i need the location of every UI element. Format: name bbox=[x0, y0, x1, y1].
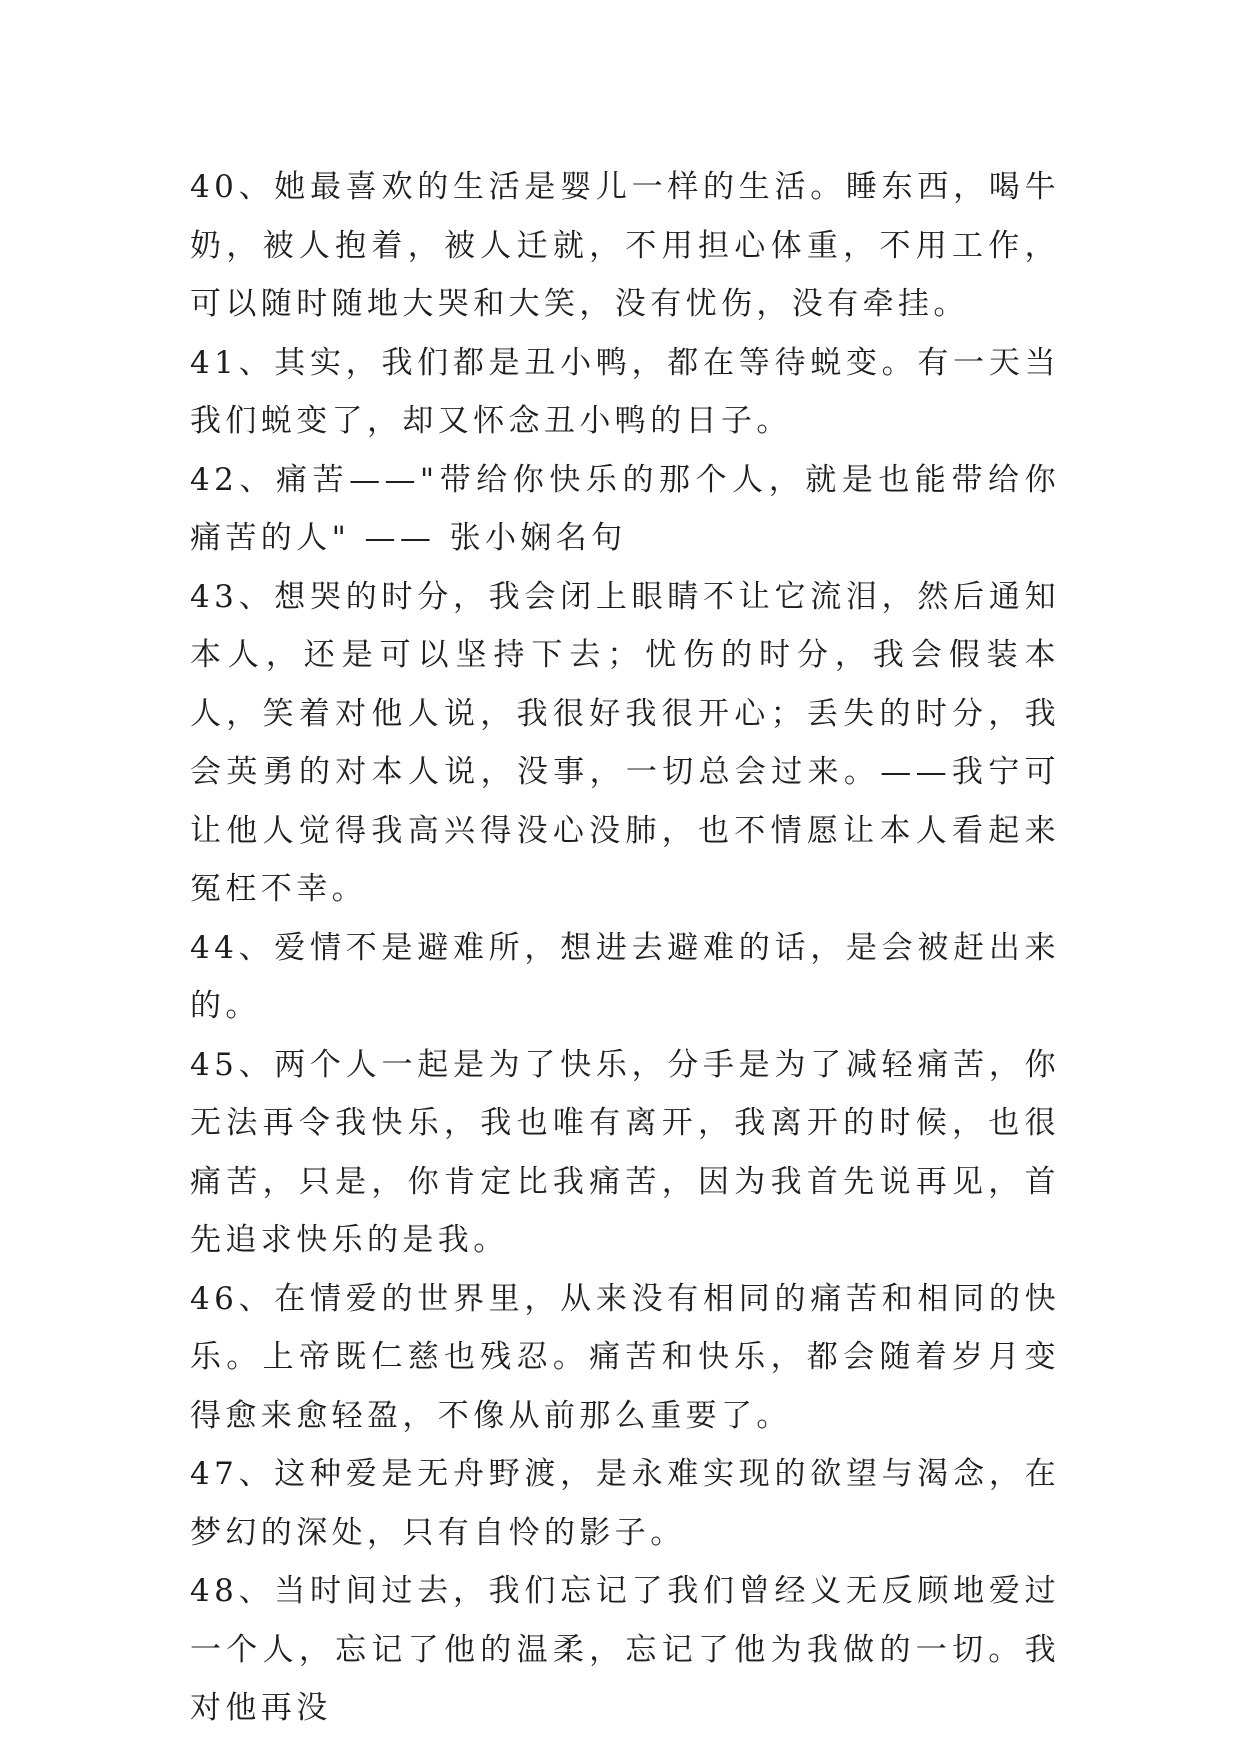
paragraph-43: 43、想哭的时分，我会闭上眼睛不让它流泪，然后通知本人，还是可以坚持下去；忧伤的时分，我会假装本人，笑着对他人说，我很好我很开心；丢失的时分，我会英勇的对本人说，没事，一切总会过来。——我宁可让他人觉得我高兴得没心没肺，也不情愿让本人看起来冤枉不幸。 bbox=[190, 578, 1060, 907]
paragraph-45: 45、两个人一起是为了快乐，分手是为了减轻痛苦，你无法再令我快乐，我也唯有离开，我离开的时候，也很痛苦，只是，你肯定比我痛苦，因为我首先说再见，首先追求快乐的是我。 bbox=[190, 1046, 1060, 1258]
paragraph-41: 41、其实，我们都是丑小鸭，都在等待蜕变。有一天当我们蜕变了，却又怀念丑小鸭的日子。 bbox=[190, 344, 1060, 439]
paragraph-48: 48、当时间过去，我们忘记了我们曾经义无反顾地爱过一个人，忘记了他的温柔，忘记了他为我做的一切。我对他再没 bbox=[190, 1573, 1060, 1726]
paragraph-47: 47、这种爱是无舟野渡，是永难实现的欲望与渴念，在梦幻的深处，只有自怜的影子。 bbox=[190, 1456, 1060, 1551]
paragraph-42: 42、痛苦——"带给你快乐的那个人，就是也能带给你痛苦的人" —— 张小娴名句 bbox=[190, 461, 1060, 556]
paragraph-46: 46、在情爱的世界里，从来没有相同的痛苦和相同的快乐。上帝既仁慈也残忍。痛苦和快乐，都会随着岁月变得愈来愈轻盈，不像从前那么重要了。 bbox=[190, 1280, 1060, 1434]
paragraph-44: 44、爱情不是避难所，想进去避难的话，是会被赶出来的。 bbox=[190, 929, 1060, 1024]
paragraph-40: 40、她最喜欢的生活是婴儿一样的生活。睡东西，喝牛奶，被人抱着，被人迁就，不用担心体重，不用工作，可以随时随地大哭和大笑，没有忧伤，没有牵挂。 bbox=[190, 169, 1060, 322]
document-body bbox=[190, 158, 1060, 1738]
